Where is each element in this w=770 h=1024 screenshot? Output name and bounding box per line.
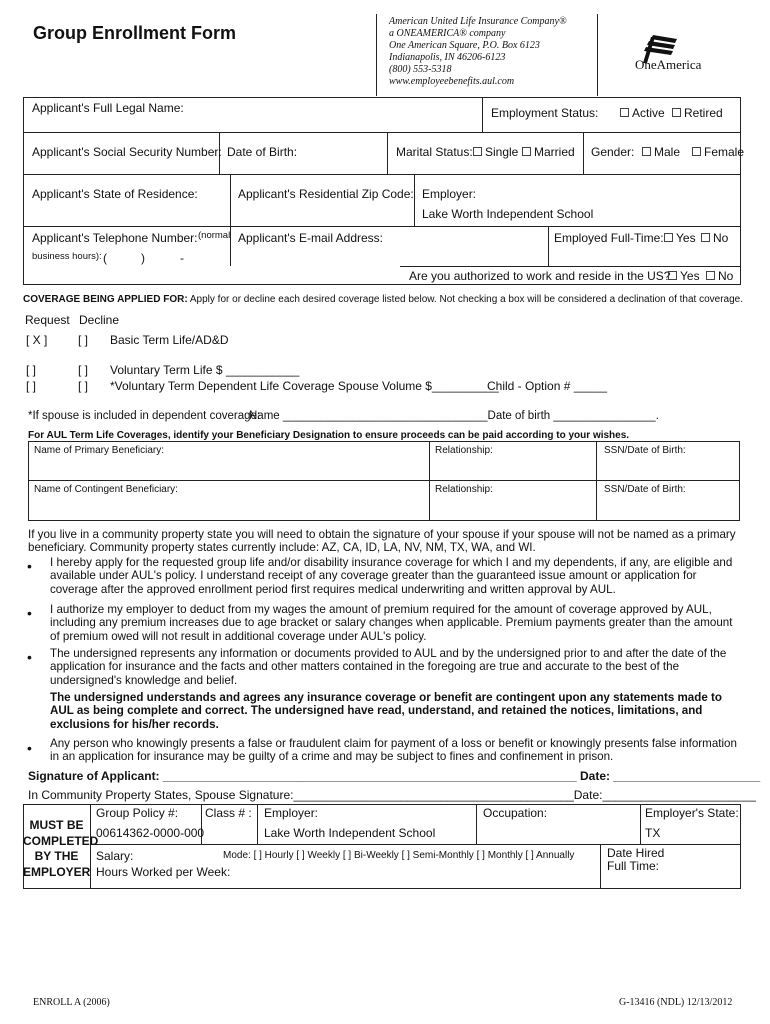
page-title: Group Enrollment Form bbox=[33, 23, 237, 43]
phone-note: (normal bbox=[198, 230, 231, 241]
bullet-marker: • bbox=[27, 740, 32, 756]
coverage-dependent-text: *Voluntary Term Dependent Life Coverage Spouse Volume $__________ bbox=[110, 379, 499, 393]
applicant-signature-line[interactable]: Signature of Applicant: ______________________________________________________________ Date: ______________________ bbox=[28, 769, 761, 783]
phone-area-close: ) bbox=[141, 251, 145, 265]
active-checkbox bbox=[620, 108, 629, 117]
employer-value: Lake Worth Independent School bbox=[422, 207, 594, 221]
group-policy-value: 00614362-0000-000 bbox=[96, 826, 205, 840]
email-label: Applicant's E-mail Address: bbox=[238, 231, 384, 245]
coverage-basic-decline[interactable]: [ ] bbox=[78, 333, 89, 347]
ssn-label: Applicant's Social Security Number: bbox=[32, 145, 222, 159]
coverage-voluntary-request[interactable]: [ ] bbox=[26, 363, 37, 377]
fulltime-no-option[interactable]: No bbox=[701, 231, 728, 245]
salary-label: Salary: bbox=[96, 849, 134, 863]
occupation-label: Occupation: bbox=[483, 806, 548, 820]
single-option[interactable]: Single bbox=[473, 145, 518, 159]
primary-beneficiary-label: Name of Primary Beneficiary: bbox=[34, 445, 165, 456]
coverage-basic-request[interactable]: [ X ] bbox=[26, 333, 48, 347]
primary-ssn-dob-label: SSN/Date of Birth: bbox=[604, 445, 686, 456]
date-hired-label: Date Hired bbox=[607, 846, 665, 860]
community-property-text: If you live in a community property state you will need to obtain the signature of your spouse if your spouse will not be named as a primary beneficiary. Community property states currently include: AZ, CA, ID, LA, NV, NM, TX, WA, and WI. bbox=[28, 528, 736, 555]
married-option[interactable]: Married bbox=[522, 145, 575, 159]
coverage-dependent-decline[interactable]: [ ] bbox=[78, 379, 89, 393]
fulltime-yes-checkbox bbox=[664, 233, 673, 242]
employer-label: Employer: bbox=[422, 187, 477, 201]
contingent-ssn-dob-label: SSN/Date of Birth: bbox=[604, 484, 686, 495]
spouse-note: *If spouse is included in dependent coverage: bbox=[28, 410, 261, 422]
male-checkbox bbox=[642, 147, 651, 156]
married-checkbox bbox=[522, 147, 531, 156]
state-label: Applicant's State of Residence: bbox=[32, 187, 198, 201]
terms-bold-statement: The undersigned understands and agrees any insurance coverage or benefit are contingent upon any statements made to AUL as being complete and correct. The undersigned have read, understand, and retained the notices, limitations, and exclusions for his/her records. bbox=[50, 691, 722, 731]
authorized-no-option[interactable]: No bbox=[706, 269, 733, 283]
header-divider bbox=[376, 14, 377, 96]
female-checkbox bbox=[692, 147, 701, 156]
child-option: Child - Option # _____ bbox=[487, 379, 608, 393]
coverage-voluntary-decline[interactable]: [ ] bbox=[78, 363, 89, 377]
pay-mode-options[interactable]: Mode: [ ] Hourly [ ] Weekly [ ] Bi-Weekly [ ] Semi-Monthly [ ] Monthly [ ] Annually bbox=[223, 850, 575, 861]
female-option[interactable]: Female bbox=[692, 145, 744, 159]
bullet-marker: • bbox=[27, 649, 32, 665]
phone-note-2: business hours): bbox=[32, 251, 102, 262]
hours-worked-label: Hours Worked per Week: bbox=[96, 865, 231, 879]
coverage-heading-line: COVERAGE BEING APPLIED FOR: Apply for or decline each desired coverage listed below. Not checking a box will be considered a declination of that coverage. bbox=[23, 294, 743, 305]
contingent-beneficiary-label: Name of Contingent Beneficiary: bbox=[34, 484, 178, 495]
beneficiary-heading: For AUL Term Life Coverages, identify your Beneficiary Designation to ensure proceeds can be paid according to your wishes. bbox=[28, 430, 630, 441]
employer-must-complete-label: MUST BE COMPLETED BY THE EMPLOYER bbox=[23, 818, 99, 879]
employer-section-employer-label: Employer: bbox=[264, 806, 319, 820]
bullet-marker: • bbox=[27, 558, 32, 574]
male-option[interactable]: Male bbox=[642, 145, 680, 159]
phone-area-open: ( bbox=[103, 251, 107, 265]
header-divider-2 bbox=[597, 14, 598, 96]
fulltime-yes-option[interactable]: Yes bbox=[664, 231, 696, 245]
authorized-yes-option[interactable]: Yes bbox=[668, 269, 700, 283]
coverage-dependent-request[interactable]: [ ] bbox=[26, 379, 37, 393]
employer-state-value: TX bbox=[645, 826, 661, 840]
fulltime-no-checkbox bbox=[701, 233, 710, 242]
footer-form-number: G-13416 (NDL) 12/13/2012 bbox=[619, 997, 733, 1008]
coverage-voluntary-text: Voluntary Term Life $ ___________ bbox=[110, 363, 300, 377]
full-name-label: Applicant's Full Legal Name: bbox=[32, 101, 184, 115]
coverage-basic-text: Basic Term Life/AD&D bbox=[110, 333, 229, 347]
decline-column-label: Decline bbox=[79, 313, 120, 327]
employment-status-label: Employment Status: bbox=[491, 106, 599, 120]
phone-dash: - bbox=[180, 251, 184, 265]
active-option[interactable]: Active bbox=[620, 106, 665, 120]
retired-checkbox bbox=[672, 108, 681, 117]
single-checkbox bbox=[473, 147, 482, 156]
bullet-marker: • bbox=[27, 605, 32, 621]
spouse-signature-line[interactable]: In Community Property States, Spouse Signature:__________________________________________Date:_______________________ bbox=[28, 788, 756, 802]
zip-label: Applicant's Residential Zip Code: bbox=[238, 187, 414, 201]
group-policy-label: Group Policy #: bbox=[96, 806, 179, 820]
dob-label: Date of Birth: bbox=[227, 145, 298, 159]
employer-section-employer-value: Lake Worth Independent School bbox=[264, 826, 436, 840]
authorized-yes-checkbox bbox=[668, 271, 677, 280]
footer-form-code: ENROLL A (2006) bbox=[33, 997, 110, 1008]
terms-bullet-4: Any person who knowingly presents a false or fraudulent claim for payment of a loss or benefit or knowingly presents false information in an application for insurance may be guilty of a crime and may be subject to fines and confinement in prison. bbox=[50, 737, 737, 764]
employed-fulltime-label: Employed Full-Time: bbox=[554, 231, 664, 245]
spouse-name-line: Name ________________________________Date of birth ________________. bbox=[249, 410, 659, 422]
retired-option[interactable]: Retired bbox=[672, 106, 723, 120]
marital-status-label: Marital Status: bbox=[396, 145, 473, 159]
gender-label: Gender: bbox=[591, 145, 635, 159]
terms-bullet-2: I authorize my employer to deduct from my wages the amount of premium required for the amount of coverage approved by AUL, including any premium increases due to age bracket or salary changes when applicable. Premium payments greater than the amount of premium owed will not result in additional coverage under AUL's policy. bbox=[50, 603, 733, 643]
company-address: American United Life Insurance Company® a ONEAMERICA® company One American Square, P.O. Box 6123 Indianapolis, IN 46206-6123 (800) 553-5318 www.employeebenefits.aul.com bbox=[389, 16, 567, 87]
authorized-label: Are you authorized to work and reside in the US? bbox=[409, 269, 671, 283]
phone-label: Applicant's Telephone Number: bbox=[32, 231, 198, 245]
contingent-relationship-label: Relationship: bbox=[435, 484, 493, 495]
terms-bullet-1: I hereby apply for the requested group life and/or disability insurance coverage for which I and my dependents, if any, are eligible and available under AUL's policy. I understand receipt of any coverage greater than the guaranteed issue amount or application for coverage after the approved enrollment period first requires medical underwriting and written approval by AUL. bbox=[50, 556, 733, 596]
full-time-label: Full Time: bbox=[607, 859, 660, 873]
terms-bullet-3: The undersigned represents any information or documents provided to AUL and by the undersigned prior to and after the date of the application for insurance and the facts and other matters contained in the foregoing are true and accurate to the best of the undersigned's knowledge and belief. bbox=[50, 647, 727, 687]
oneamerica-logo bbox=[633, 33, 733, 76]
authorized-no-checkbox bbox=[706, 271, 715, 280]
primary-relationship-label: Relationship: bbox=[435, 445, 493, 456]
request-column-label: Request bbox=[25, 313, 70, 327]
svg-text:OneAmerica: OneAmerica bbox=[635, 57, 702, 71]
employer-state-label: Employer's State: bbox=[645, 806, 739, 820]
class-label: Class # : bbox=[205, 806, 252, 820]
